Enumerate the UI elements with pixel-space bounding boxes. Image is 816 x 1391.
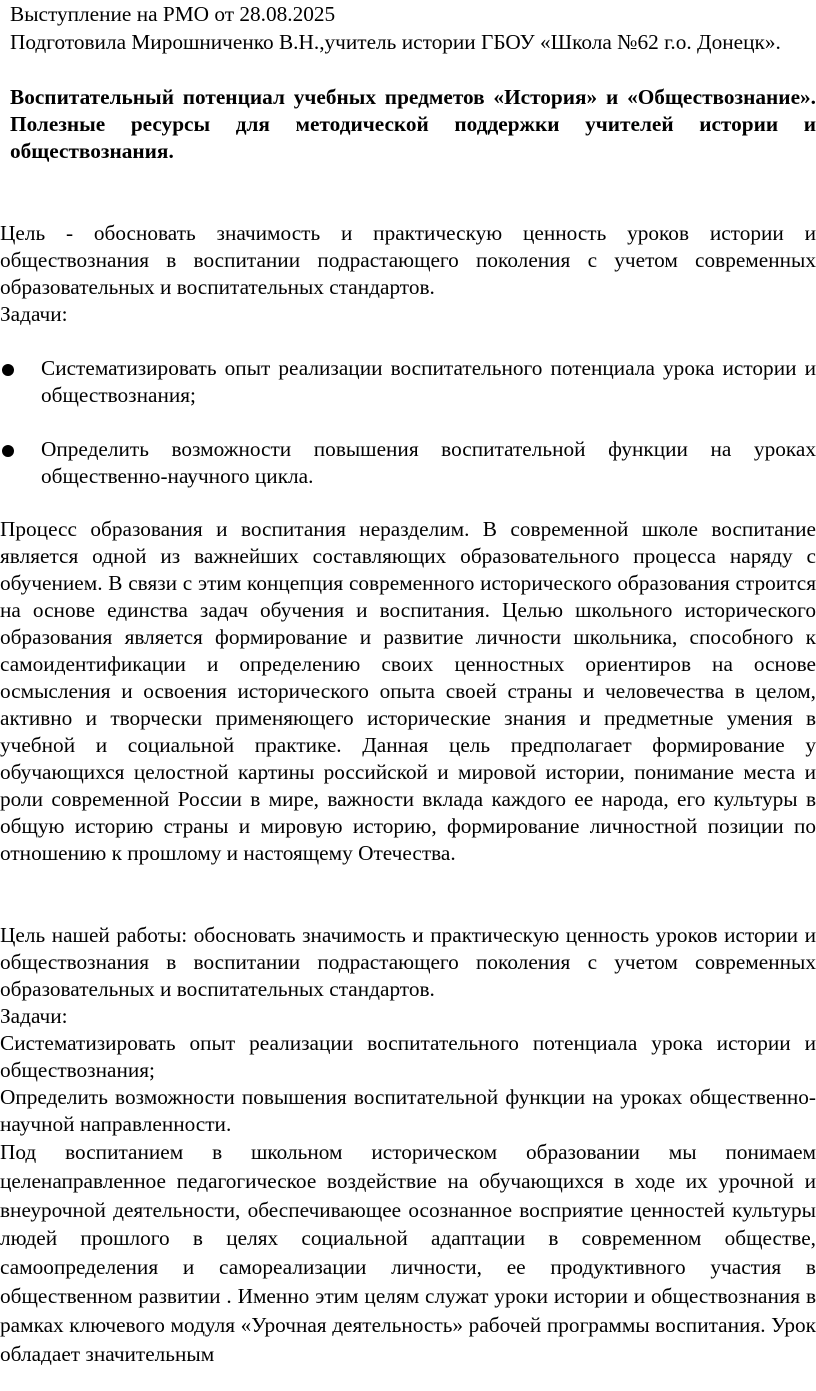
task-text: Систематизировать опыт реализации воспитательного потенциала урока истории и обществознания; (41, 356, 816, 407)
bullet-icon (2, 364, 14, 376)
task-2-2: Определить возможности повышения воспитательной функции на уроках общественно-научной направленности. (0, 1085, 816, 1136)
author-line: Подготовила Мирошниченко В.Н.,учитель истории ГБОУ «Школа №62 г.о. Донецк». (10, 30, 781, 54)
process-paragraph: Процесс образования и воспитания неразделим. В современной школе воспитание является одной из важнейших составляющих образовательного процесса наряду с обучением. В связи с этим концепция современного исторического образования строится на основе единства задач обучения и воспитания. Целью школьного исторического образования является формирование и развитие личности школьника, способного к самоидентификации и определению своих ценностных ориентиров на основе осмысления и освоения исторического опыта своей страны и человечества в целом, активно и творчески применяющего исторические знания и предметные умения в учебной и социальной практике. Данная цель предполагает формирование у обучающихся целостной картины российской и мировой истории, понимание места и роли современной России в мире, важности вклада каждого ее народа, его культуры в общую историю страны и мировую историю, формирование личностной позиции по отношению к прошлому и настоящему Отечества. (0, 517, 816, 865)
task-2-1: Систематизировать опыт реализации воспитательного потенциала урока истории и обществознания; (0, 1031, 816, 1082)
document-title: Воспитательный потенциал учебных предметов «История» и «Обществознание». Полезные ресурсы для методической поддержки учителей истории и обществознания. (10, 85, 816, 163)
tasks-label: Задачи: (0, 302, 68, 326)
goal-paragraph-2: Цель нашей работы: обосновать значимость и практическую ценность уроков истории и обществознания в воспитании подрастающего поколения с учетом современных образовательных и воспитательных стандартов. (0, 923, 816, 1001)
speech-date-line: Выступление на РМО от 28.08.2025 (10, 2, 336, 26)
upbringing-paragraph: Под воспитанием в школьном историческом образовании мы понимаем целенаправленное педагогическое воздействие на обучающихся в ходе их урочной и внеурочной деятельности, обеспечивающее осознанное восприятие ценностей культуры людей прошлого в целях социальной адаптации в современном обществе, самоопределения и самореализации личности, ее продуктивного участия в общественном развитии . Именно этим целям служат уроки истории и обществознания в рамках ключевого модуля «Урочная деятельность» рабочей программы воспитания. Урок обладает значительным (0, 1140, 816, 1366)
tasks-label-2: Задачи: (0, 1004, 68, 1028)
goal-paragraph: Цель - обосновать значимость и практическую ценность уроков истории и обществознания в воспитании подрастающего поколения с учетом современных образовательных и воспитательных стандартов. (0, 221, 816, 299)
bullet-icon (2, 445, 14, 457)
task-text: Определить возможности повышения воспитательной функции на уроках общественно-научного цикла. (41, 437, 816, 488)
